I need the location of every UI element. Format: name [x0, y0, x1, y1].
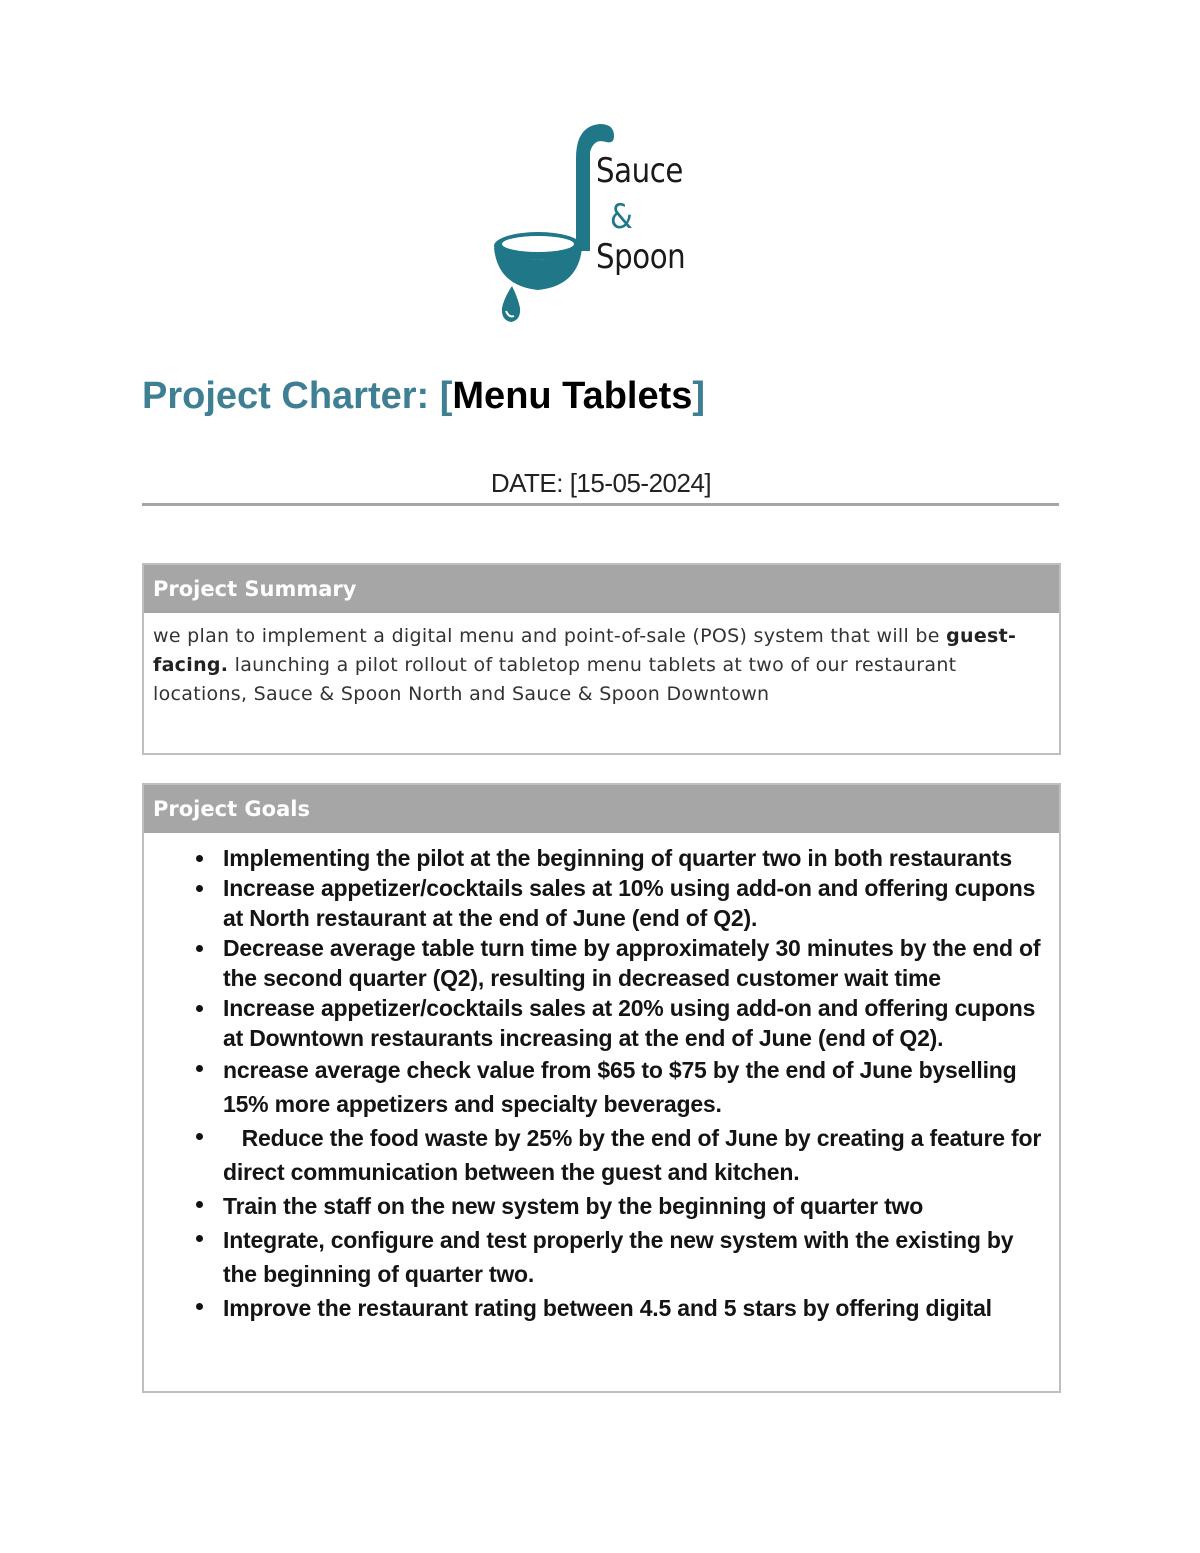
- logo-text-spoon: Spoon: [596, 237, 686, 277]
- page-title: [142, 372, 705, 420]
- project-summary-heading: Project Summary: [144, 565, 1059, 613]
- goal-text: Reduce the food waste by 25% by the end of June by creating a feature for direct communication between the guest and kitchen.: [223, 1125, 1048, 1185]
- goal-text: Increase appetizer/cocktails sales at 10% using add-on and offering cupons at North restaurant at the end of June (end of Q2).: [223, 875, 1036, 931]
- summary-text-bold: guest-facing.: [153, 625, 1017, 676]
- bullet-icon: [196, 1235, 203, 1242]
- list-item: [144, 1189, 1051, 1223]
- title-close-bracket: ]: [692, 375, 706, 417]
- goals-list: [144, 833, 1059, 1325]
- project-name: Menu Tablets: [452, 375, 693, 417]
- list-item: [144, 993, 1051, 1053]
- goal-text: Increase appetizer/cocktails sales at 20% using add-on and offering cupons at Downtown restaurants increasing at the end of June (end of Q2).: [223, 995, 1036, 1051]
- goal-text: Implementing the pilot at the beginning of quarter two in both restaurants: [223, 845, 1012, 871]
- date-line: DATE: [15-05-2024]: [490, 468, 712, 498]
- sauce-and-spoon-logo: [490, 118, 705, 333]
- project-summary-text: [144, 613, 1059, 709]
- list-item: [144, 1121, 1051, 1189]
- bullet-icon: [196, 1303, 203, 1310]
- bullet-icon: [196, 1133, 203, 1140]
- bullet-icon: [196, 945, 203, 952]
- goal-text: Decrease average table turn time by approximately 30 minutes by the end of the second quarter (Q2), resulting in decreased customer wait time: [223, 935, 1041, 991]
- title-prefix: Project Charter:: [142, 375, 440, 417]
- bullet-icon: [196, 855, 203, 862]
- project-summary-section: [142, 563, 1061, 755]
- list-item: [144, 1291, 1051, 1325]
- list-item: [144, 873, 1051, 933]
- bullet-icon: [196, 885, 203, 892]
- summary-text-part-1: we plan to implement a digital menu and point-of-sale (POS) system that will be: [153, 625, 947, 647]
- list-item: [144, 1053, 1051, 1121]
- bullet-icon: [196, 1065, 203, 1072]
- goal-text: Improve the restaurant rating between 4.5 and 5 stars by offering digital: [223, 1295, 992, 1321]
- logo-text-ampersand: &: [610, 197, 633, 237]
- list-item: [144, 933, 1051, 993]
- summary-text-part-2: launching a pilot rollout of tabletop menu tablets at two of our restaurant locations, Sauce & Spoon North and Sauce & Spoon Downtown: [153, 654, 957, 705]
- goal-text: Train the staff on the new system by the beginning of quarter two: [223, 1193, 924, 1219]
- title-open-bracket: [: [439, 375, 453, 417]
- goal-text: Integrate, configure and test properly the new system with the existing by the beginning of quarter two.: [223, 1227, 1014, 1287]
- bullet-icon: [196, 1201, 203, 1208]
- project-goals-heading: Project Goals: [144, 785, 1059, 833]
- list-item: [144, 843, 1051, 873]
- logo-text-sauce: Sauce: [596, 151, 683, 191]
- project-goals-section: [142, 783, 1061, 1393]
- bullet-icon: [196, 1005, 203, 1012]
- goal-text: ncrease average check value from $65 to $75 by the end of June byselling 15% more appetizers and specialty beverages.: [223, 1057, 1017, 1117]
- list-item: [144, 1223, 1051, 1291]
- divider: [142, 503, 1059, 506]
